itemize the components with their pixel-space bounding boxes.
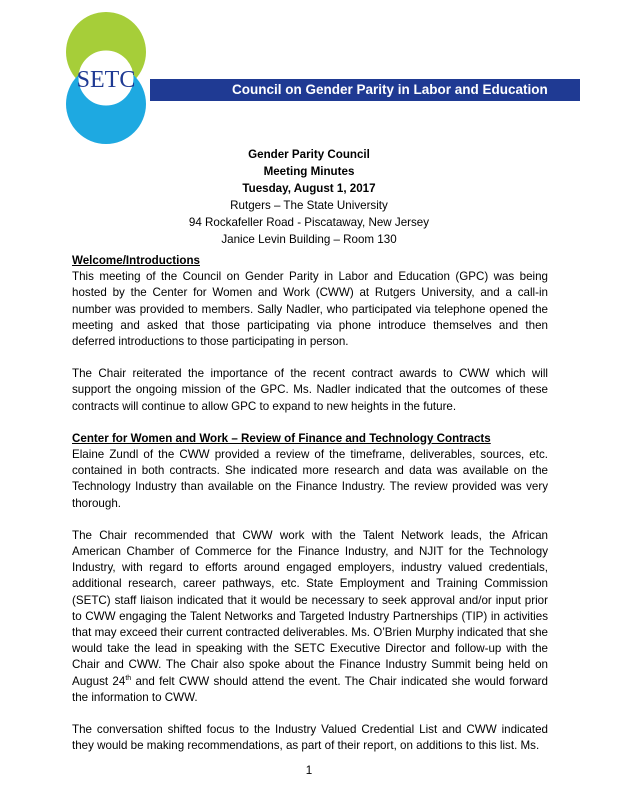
paragraph-spacer — [72, 512, 548, 528]
document-type: Meeting Minutes — [263, 165, 355, 178]
welcome-heading: Welcome/Introductions — [72, 254, 200, 267]
cww-heading: Center for Women and Work – Review of Finance and Technology Contracts — [72, 431, 491, 445]
paragraph-spacer — [72, 706, 548, 722]
setc-logo — [36, 8, 176, 144]
cww-paragraph-2 — [72, 528, 548, 706]
cww-paragraph-3: The conversation shifted focus to the Industry Valued Credential List and CWW indicated they would be making recommendations, as part of their report, on additions to this list. Ms. — [72, 723, 548, 753]
page-number: 1 — [305, 764, 313, 777]
ordinal-suffix: th — [125, 674, 132, 682]
welcome-paragraph-2: The Chair reiterated the importance of the recent contract awards to CWW which will support the ongoing mission of the GPC. Ms. Nadler indicated that the outcomes of these contracts will continue to allow GPC to expand to new heights in the future. — [72, 367, 548, 413]
council-name: Gender Parity Council — [248, 148, 370, 161]
cww-paragraph-2-text: The Chair recommended that CWW work with the Talent Network leads, the African American Chamber of Commerce for the Finance Industry, and NJIT for the Technology Industry, with regard to efforts around engaged employers, industry valued credentials, additional research, career pathways, etc. State Employment and Training Commission (SETC) staff liaison indicated that it would be necessary to seek approval and/or input prior to CWW engaging the Talent Networks and Targeted Industry Partnerships (TIP) in activities that may exceed their current contracted deliverables. Ms. O’Brien Murphy indicated that she would take the lead in speaking with the SETC Executive Director and follow-up with the Chair and CWW. The Chair also spoke about the Finance Industry Summit being held on August 24 — [72, 528, 548, 688]
logo-text: SETC — [76, 67, 136, 93]
cww-paragraph-1: Elaine Zundl of the CWW provided a review of the timeframe, deliverables, sources, etc. contained in both contracts. She indicated more research and data was available on the Technology Industry than available on the Finance Industry. The review provided was very thorough. — [72, 448, 548, 510]
meeting-title-block — [0, 146, 618, 248]
cww-paragraph-2-text-end: and felt CWW should attend the event. The Chair indicated she would forward the information to CWW. — [72, 674, 548, 704]
meeting-date: Tuesday, August 1, 2017 — [242, 182, 376, 195]
meeting-host: Rutgers – The State University — [230, 199, 388, 212]
welcome-paragraph-1: This meeting of the Council on Gender Parity in Labor and Education (GPC) was being hosted by the Center for Women and Work (CWW) at Rutgers University, and a call-in number was provided to members. Sally Nadler, who participated via telephone opened the meeting and asked that those participating via phone introduce themselves and then deferred introductions to those participating in person. — [72, 270, 548, 349]
header-title: Council on Gender Parity in Labor and Education — [232, 82, 548, 97]
minutes-body — [72, 253, 548, 754]
paragraph-spacer — [72, 350, 548, 366]
meeting-address: 94 Rockafeller Road - Piscataway, New Jersey — [188, 216, 430, 229]
meeting-room: Janice Levin Building – Room 130 — [221, 233, 397, 246]
paragraph-spacer — [72, 415, 548, 431]
